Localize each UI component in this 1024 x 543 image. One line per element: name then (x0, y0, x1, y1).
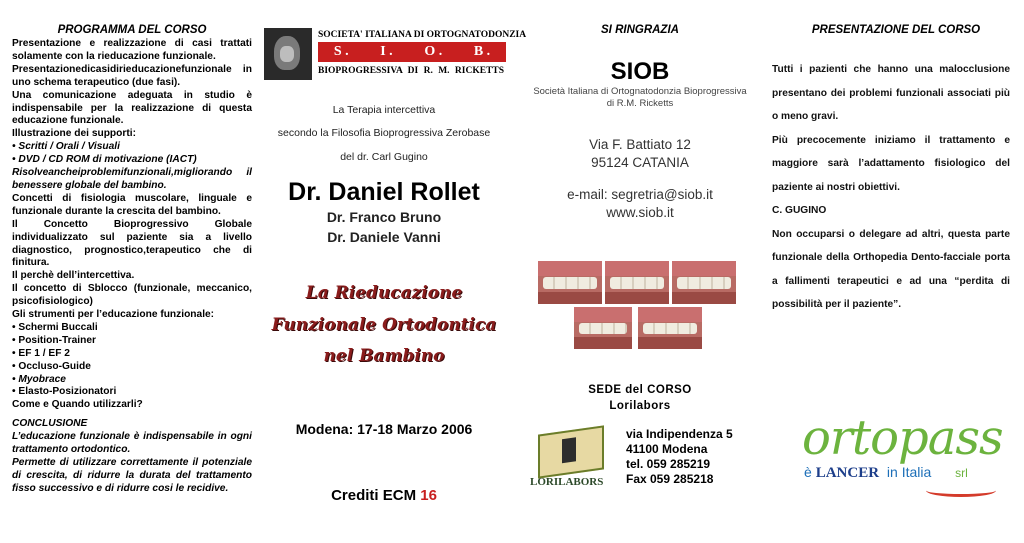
program-line: Presentazionedicasidirieducazionefunzionale in uno schema terapeutico (due fasi). (12, 63, 252, 88)
venue-name: Lorilabors (609, 400, 671, 412)
course-title-line-2: Funzionale Ortodontica (271, 315, 497, 335)
portrait-image (264, 28, 312, 80)
logo-line-3: BIOPROGRESSIVA DI R. M. RICKETTS (318, 66, 505, 76)
intro-line-1: La Terapia intercettiva (332, 104, 436, 116)
clinical-photo (605, 261, 669, 304)
ortopass-tagline (804, 464, 968, 482)
venue-fax: Fax 059 285218 (626, 472, 714, 486)
logo-band (318, 42, 506, 62)
org-description (512, 86, 768, 110)
ecm-value: 16 (420, 487, 437, 504)
logo-line-1: SOCIETA' ITALIANA DI ORTOGNATODONZIA (318, 30, 527, 40)
program-title: PROGRAMMA DEL CORSO (57, 24, 207, 36)
program-line: Illustrazione dei supporti: (12, 128, 136, 140)
conclusion-title: CONCLUSIONE (12, 418, 88, 430)
speaker-2: Dr. Franco Bruno (326, 209, 442, 225)
clinical-photo (638, 307, 702, 349)
program-line: Gli strumenti per l’educazione funzionale: (12, 309, 215, 321)
venue-address-line-2: 41100 Modena (626, 442, 708, 456)
venue-phone: tel. 059 285219 (626, 457, 711, 471)
org-desc-line-1: Società Italiana di Ortognatodonzia Bioprogressiva (533, 86, 747, 97)
ecm-credits (256, 487, 512, 504)
main-speaker: Dr. Daniel Rollet (288, 178, 480, 206)
intro-line-2: secondo la Filosofia Bioprogressiva Zerobase (277, 127, 491, 139)
program-line: • Occluso-Guide (12, 360, 91, 372)
course-date: Modena: 17-18 Marzo 2006 (295, 421, 473, 437)
swoosh-icon (926, 484, 996, 497)
ortopass-wordmark: ortopass (802, 410, 1003, 466)
org-contacts (512, 186, 768, 222)
logo-letter: O . (424, 44, 443, 59)
program-line: • EF 1 / EF 2 (12, 347, 70, 359)
course-title-line-1: La Rieducazione (305, 283, 463, 303)
logo-letter: S . (333, 44, 349, 59)
presentation-panel (768, 0, 1024, 543)
tagline-srl: srl (955, 466, 968, 480)
program-body (12, 38, 252, 496)
program-panel (0, 0, 256, 543)
org-desc-line-2: di R.M. Ricketts (606, 98, 674, 109)
presentation-author: C. GUGINO (772, 205, 827, 216)
venue-title: SEDE del CORSO (588, 384, 692, 396)
logo-letter: B . (473, 44, 491, 59)
program-line: • DVD / CD ROM di motivazione (IACT) (12, 154, 197, 166)
program-line: • Schermi Buccali (12, 321, 98, 333)
tagline-lancer: LANCER (815, 465, 880, 481)
program-line: Il concetto di Sblocco (funzionale, meccanico, psicofisiologico) (12, 283, 252, 308)
intro-line-3: del dr. Carl Gugino (340, 151, 428, 163)
lorilabors-logo (530, 426, 622, 492)
program-line: • Position-Trainer (12, 334, 96, 346)
venue-address (626, 427, 733, 487)
thanks-panel (512, 0, 768, 543)
conclusion-line: Permette di utilizzare correttamente il potenziale di crescita, di ridurre la durata del trattamento fisso successivo e di ridurre cosi le recidive. (12, 457, 252, 494)
program-line: • Myobrace (12, 373, 66, 385)
program-line: Risolveancheiproblemifunzionali,migliorando il benessere globale del bambino. (12, 167, 252, 191)
venue-address-line-1: via Indipendenza 5 (626, 427, 733, 441)
presentation-body (772, 58, 1010, 317)
tagline-italy: in Italia (886, 464, 932, 480)
logo-letter: I . (380, 44, 393, 59)
program-line: • Elasto-Posizionatori (12, 386, 117, 398)
program-line: Una comunicazione adeguata in studio è indispensabile per la realizzazione di questa educazione funzionale. (12, 89, 252, 127)
program-line: • Scritti / Orali / Visuali (12, 141, 120, 153)
cover-panel (256, 0, 527, 543)
course-title-line-3: nel Bambino (323, 346, 445, 366)
org-name: SIOB (610, 58, 670, 85)
website-link[interactable]: www.siob.it (606, 205, 674, 220)
tagline-e: è (804, 464, 812, 480)
lorilabors-logo-text: LORILABORS (530, 476, 604, 488)
clinical-photo (538, 261, 602, 304)
org-address (512, 136, 768, 172)
presentation-paragraph-3: Non occuparsi o delegare ad altri, questa parte funzionale della Orthopedia Dento-facciale porta a fallimenti terapeutici e ad una “perdita di possibilità per il paziente”. (772, 228, 1010, 310)
clinical-photo (574, 307, 632, 349)
program-line: Come e Quando utilizzarli? (12, 399, 143, 411)
speaker-3: Dr. Daniele Vanni (327, 229, 441, 245)
ecm-label: Crediti ECM (331, 487, 417, 504)
venue-block (512, 382, 768, 414)
program-line: Presentazione e realizzazione di casi trattati solamente con la rieducazione funzionale. (12, 38, 252, 62)
program-line: Concetti di fisiologia muscolare, linguale e funzionale durante la crescita del bambino. (12, 192, 252, 217)
program-line: Il perchè dell’intercettiva. (12, 270, 135, 282)
clinical-photo (672, 261, 736, 304)
presentation-header: PRESENTAZIONE DEL CORSO (811, 24, 981, 36)
presentation-paragraph-2: Più precocemente iniziamo il trattamento e maggiore sarà l’adattamento fisiologico del paziente ai nostri obiettivi. (772, 134, 1010, 193)
ortopass-logo (802, 410, 1022, 504)
book-icon (538, 425, 604, 478)
conclusion-line: L’educazione funzionale è indispensabile in ogni trattamento ortodontico. (12, 431, 252, 456)
address-line-2: 95124 CATANIA (591, 155, 689, 170)
presentation-paragraph-1: Tutti i pazienti che hanno una malocclusione presentano dei problemi funzionali associati più o meno gravi. (772, 64, 1010, 122)
siob-logo (264, 28, 527, 80)
thanks-header: SI RINGRAZIA (601, 24, 679, 36)
address-line-1: Via F. Battiato 12 (589, 137, 691, 152)
program-line: Il Concetto Bioprogressivo Globale individualizzato sul paziente sia a livello diagnostico, prognostico,terapeutico che di finitura. (12, 218, 252, 269)
email-link[interactable]: e-mail: segretria@siob.it (567, 187, 713, 202)
